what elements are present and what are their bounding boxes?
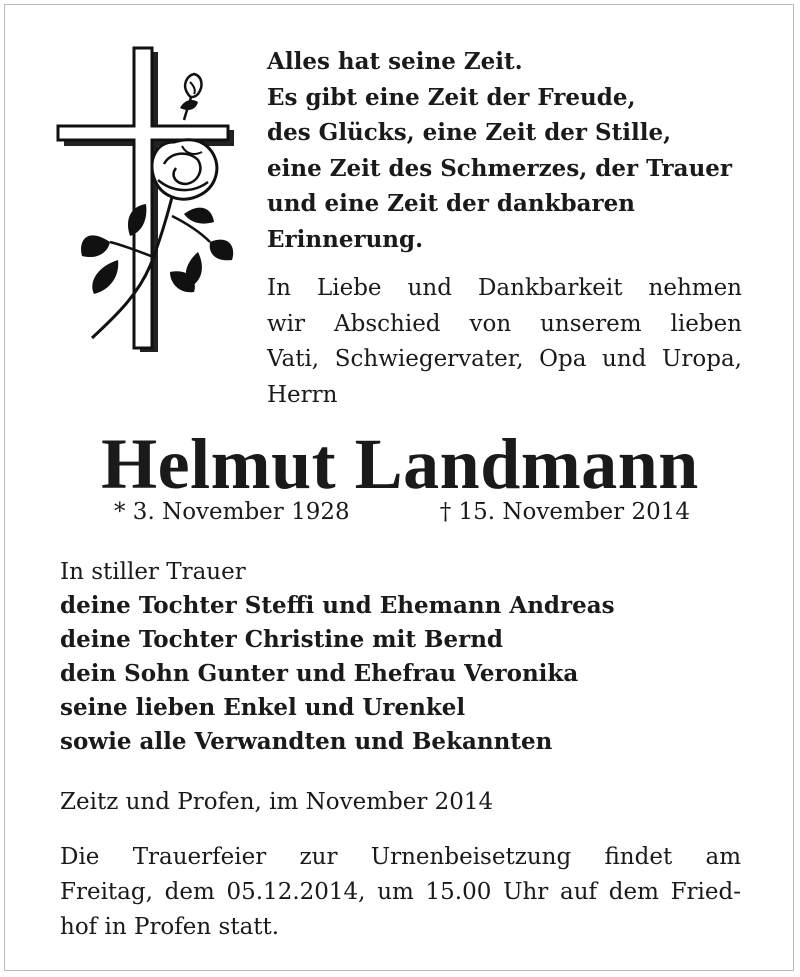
mourner-line: sowie alle Verwandten und Bekannten [60,728,553,755]
poem-line: eine Zeit des Schmerzes, der Trauer [267,154,733,182]
funeral-line: Die Trauerfeier zur Urnenbeisetzung findet am [60,844,741,870]
intro-line: wir Abschied von unserem lieben [267,310,742,337]
funeral-info [60,840,741,945]
mourner-line: dein Sohn Gunter und Ehefrau Veronika [60,660,579,687]
place-date: Zeitz und Profen, im November 2014 [60,789,494,815]
poem-line: Alles hat seine Zeit. [267,48,523,75]
mourners-heading: In stiller Trauer [60,559,246,585]
mourners-list [60,555,760,759]
life-dates [114,496,690,528]
poem [267,44,767,257]
birth-date: * 3. November 1928 [114,499,350,525]
death-date: † 15. November 2014 [439,499,690,525]
cross-with-rose-icon [52,46,240,358]
deceased-name: Helmut Landmann [101,424,699,504]
poem-line: und eine Zeit der dankbaren [267,190,635,217]
poem-line: Erinnerung. [267,225,424,253]
mourner-line: deine Tochter Steffi und Ehemann Andreas [60,592,615,619]
mourner-line: seine lieben Enkel und Urenkel [60,694,466,721]
poem-line: Es gibt eine Zeit der Freude, [267,83,636,111]
funeral-line: Freitag, dem 05.12.2014, um 15.00 Uhr auf dem Fried- [60,879,741,905]
intro-line: In Liebe und Dankbarkeit nehmen [267,275,742,301]
intro-line: Herrn [267,381,338,408]
intro-text [267,271,742,413]
funeral-line: hof in Profen statt. [60,914,280,940]
poem-line: des Glücks, eine Zeit der Stille, [267,119,672,146]
mourner-line: deine Tochter Christine mit Bernd [60,626,503,653]
intro-line: Vati, Schwiegervater, Opa und Uropa, [267,346,742,372]
